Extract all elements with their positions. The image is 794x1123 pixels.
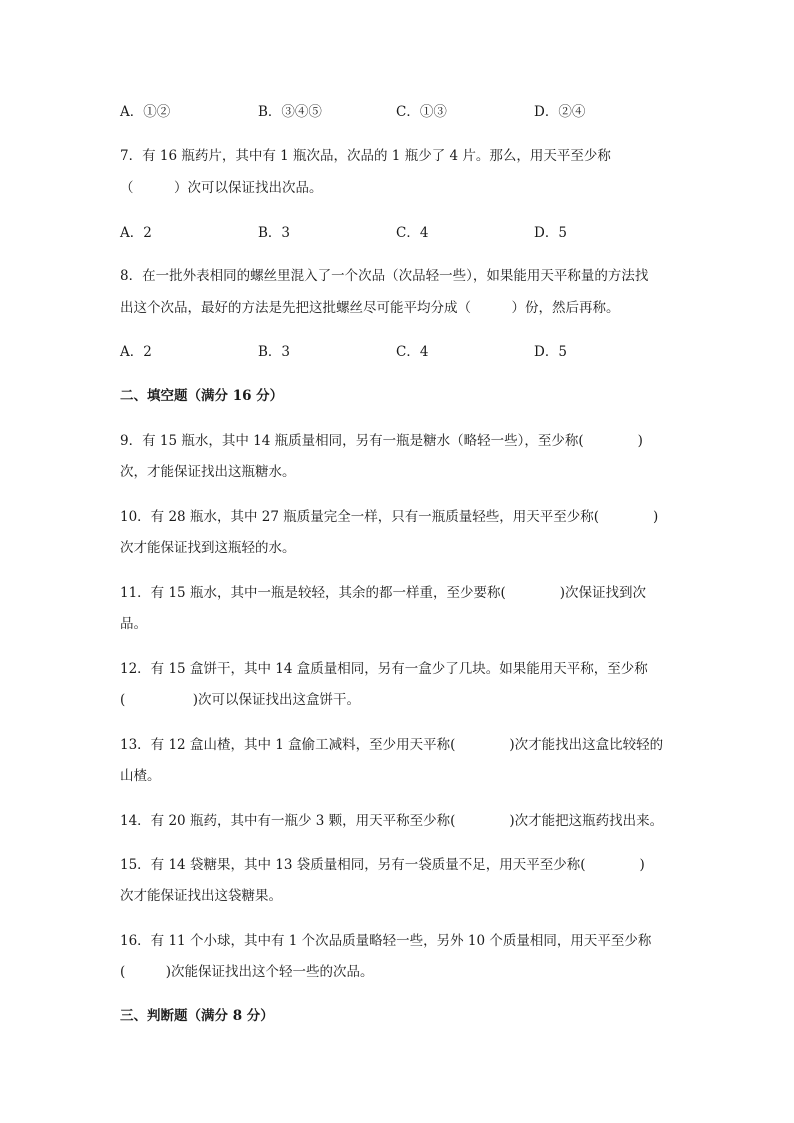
q16-text-line1: 16．有 11 个小球，其中有 1 个次品质量略轻一些，另外 10 个质量相同，用天平至少称	[120, 933, 652, 949]
q8-option-a: A．2	[120, 344, 152, 360]
q8-option-d: D．5	[534, 344, 567, 360]
q12-text-line2: ( )次可以保证找出这盒饼干。	[120, 692, 361, 708]
q8-text-line2: 出这个次品，最好的方法是先把这批螺丝尽可能平均分成（ ）份，然后再称。	[120, 300, 620, 316]
q9-text-line2: 次，才能保证找出这瓶糖水。	[120, 464, 296, 480]
q9-text-line1: 9．有 15 瓶水，其中 14 瓶质量相同，另有一瓶是糖水（略轻一些），至少称( )	[120, 433, 643, 449]
q7-text-line2: （ ）次可以保证找出次品。	[120, 180, 323, 196]
q8-option-b: B．3	[258, 344, 291, 360]
q10-text-line2: 次才能保证找到这瓶轻的水。	[120, 540, 296, 556]
q7-option-d: D．5	[534, 225, 567, 241]
q13-text-line2: 山楂。	[120, 768, 161, 784]
q16-text-line2: ( )次能保证找出这个轻一些的次品。	[120, 964, 374, 980]
section-heading-fill-in: 二、填空题（满分 16 分）	[120, 388, 284, 404]
q11-text-line1: 11．有 15 瓶水，其中一瓶是较轻，其余的都一样重，至少要称( )次保证找到次	[120, 585, 646, 601]
q10-text-line1: 10．有 28 瓶水，其中 27 瓶质量完全一样，只有一瓶质量轻些，用天平至少称( )	[120, 509, 659, 525]
q15-text-line2: 次才能保证找出这袋糖果。	[120, 888, 282, 904]
q7-option-c: C．4	[396, 225, 429, 241]
q12-text-line1: 12．有 15 盒饼干，其中 14 盒质量相同，另有一盒少了几块。如果能用天平称，至少称	[120, 661, 648, 677]
q11-text-line2: 品。	[120, 616, 147, 632]
q7-text-line1: 7．有 16 瓶药片，其中有 1 瓶次品，次品的 1 瓶少了 4 片。那么，用天平至少称	[120, 148, 611, 164]
q6-option-a: A．①②	[120, 104, 171, 120]
q13-text-line1: 13．有 12 盒山楂，其中 1 盒偷工减料，至少用天平称( )次才能找出这盒比较轻的	[120, 737, 664, 753]
q15-text-line1: 15．有 14 袋糖果，其中 13 袋质量相同，另有一袋质量不足，用天平至少称( )	[120, 857, 645, 873]
q8-text-line1: 8．在一批外表相同的螺丝里混入了一个次品（次品轻一些），如果能用天平称量的方法找	[120, 268, 649, 284]
section-heading-true-false: 三、判断题（满分 8 分）	[120, 1008, 274, 1024]
q6-option-b: B．③④⑤	[258, 104, 322, 120]
q14-text-line1: 14．有 20 瓶药，其中有一瓶少 3 颗，用天平称至少称( )次才能把这瓶药找出来。	[120, 813, 664, 829]
q6-option-c: C．①③	[396, 104, 447, 120]
q8-option-c: C．4	[396, 344, 429, 360]
q6-option-d: D．②④	[534, 104, 586, 120]
q7-option-b: B．3	[258, 225, 291, 241]
q7-option-a: A．2	[120, 225, 152, 241]
